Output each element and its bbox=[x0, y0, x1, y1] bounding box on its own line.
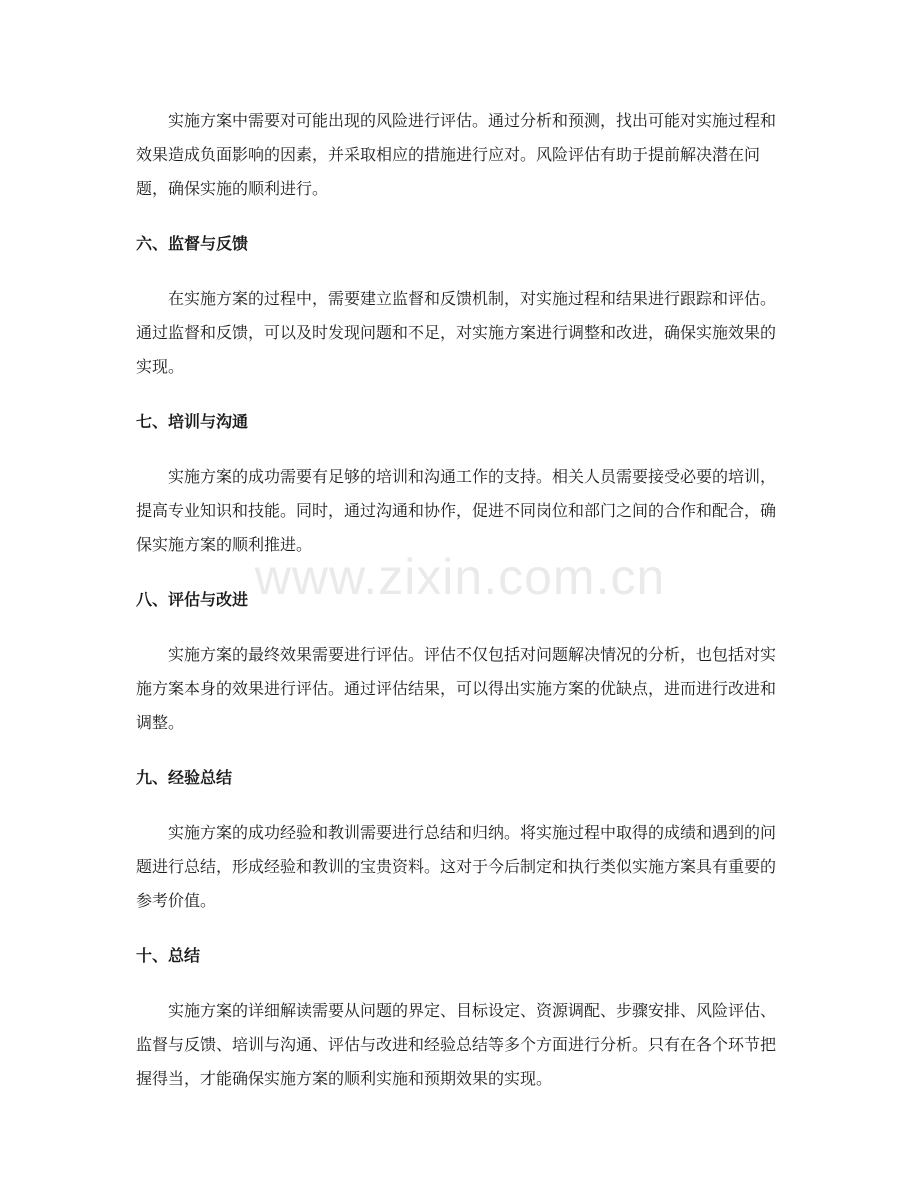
section-paragraph: 实施方案的成功需要有足够的培训和沟通工作的支持。相关人员需要接受必要的培训，提高专业知识和技能。同时，通过沟通和协作，促进不同岗位和部门之间的合作和配合，确保实施方案的顺利推进。 bbox=[136, 467, 777, 554]
section-paragraph: 实施方案的详细解读需要从问题的界定、目标设定、资源调配、步骤安排、风险评估、监督与反馈、培训与沟通、评估与改进和经验总结等多个方面进行分析。只有在各个环节把握得当，才能确保实施方案的顺利实施和预期效果的实现。 bbox=[136, 1001, 777, 1088]
intro-paragraph: 实施方案中需要对可能出现的风险进行评估。通过分析和预测，找出可能对实施过程和效果造成负面影响的因素，并采取相应的措施进行应对。风险评估有助于提前解决潜在问题，确保实施的顺利进行。 bbox=[136, 111, 777, 198]
section-heading: 九、经验总结 bbox=[136, 768, 233, 787]
section-conclusion bbox=[136, 939, 788, 1096]
section-training-communication bbox=[136, 405, 788, 562]
section-supervision-feedback bbox=[136, 227, 788, 384]
section-paragraph: 实施方案的成功经验和教训需要进行总结和归纳。将实施过程中取得的成绩和遇到的问题进行总结，形成经验和教训的宝贵资料。这对于今后制定和执行类似实施方案具有重要的参考价值。 bbox=[136, 823, 777, 910]
document-page bbox=[136, 104, 788, 1117]
section-paragraph: 实施方案的最终效果需要进行评估。评估不仅包括对问题解决情况的分析，也包括对实施方案本身的效果进行评估。通过评估结果，可以得出实施方案的优缺点，进而进行改进和调整。 bbox=[136, 645, 777, 732]
section-heading: 六、监督与反馈 bbox=[136, 234, 249, 253]
section-heading: 十、总结 bbox=[136, 946, 201, 965]
section-evaluation-improvement bbox=[136, 583, 788, 740]
section-experience-summary bbox=[136, 761, 788, 918]
section-heading: 七、培训与沟通 bbox=[136, 412, 249, 431]
watermark: www.zixin.com.cn bbox=[254, 549, 666, 605]
section-heading: 八、评估与改进 bbox=[136, 590, 249, 609]
section-paragraph: 在实施方案的过程中，需要建立监督和反馈机制，对实施过程和结果进行跟踪和评估。通过监督和反馈，可以及时发现问题和不足，对实施方案进行调整和改进，确保实施效果的实现。 bbox=[136, 289, 777, 376]
